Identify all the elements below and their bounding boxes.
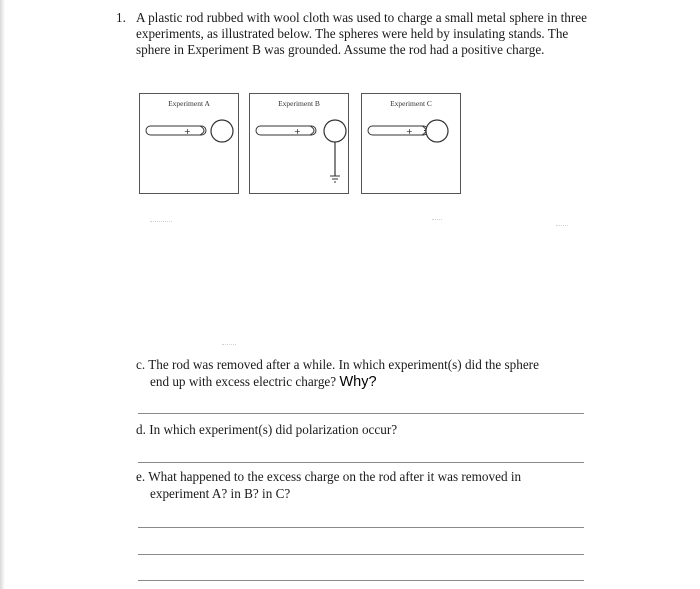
answer-line-e1[interactable] <box>138 527 584 528</box>
plastic-rod <box>146 126 206 135</box>
scan-artifact <box>556 225 568 226</box>
experiment-c-panel <box>361 93 461 194</box>
experiment-a-panel <box>139 93 239 194</box>
part-e-line2: experiment A? in B? in C? <box>150 485 291 501</box>
part-c-line2: end up with excess electric charge? <box>150 373 337 389</box>
scan-artifact <box>150 221 172 222</box>
answer-line-d[interactable] <box>138 462 584 463</box>
question-1-text: A plastic rod rubbed with wool cloth was used to charge a small metal sphere in three experiments, as illustrated below. The spheres were held by insulating stands. The sphere in Experiment B was grounded. Assume the rod had a positive charge. <box>136 10 587 58</box>
part-c-line1: c. The rod was removed after a while. In which experiment(s) did the sphere <box>136 357 539 372</box>
page-edge-shadow <box>0 0 5 589</box>
rod-charge-symbol: + <box>294 127 301 136</box>
answer-line-c[interactable] <box>138 413 584 414</box>
scan-artifact <box>432 219 442 220</box>
experiment-a-label: Experiment A <box>168 99 210 108</box>
scan-artifact <box>222 344 236 345</box>
plastic-rod <box>256 126 316 135</box>
experiment-c-label: Experiment C <box>390 99 432 108</box>
answer-line-e2[interactable] <box>138 554 584 555</box>
plastic-rod <box>368 126 428 135</box>
metal-sphere <box>324 120 346 142</box>
part-c-line2-wrap <box>136 374 586 391</box>
handwritten-why: Why? <box>339 373 377 390</box>
question-part-e <box>136 469 586 502</box>
metal-sphere <box>211 120 233 142</box>
rod-charge-symbol: + <box>184 127 191 136</box>
question-number: 1. <box>116 10 126 25</box>
experiment-b-label: Experiment B <box>278 99 320 108</box>
metal-sphere <box>426 120 448 142</box>
ground-symbol <box>330 176 340 182</box>
question-part-c <box>136 357 586 390</box>
experiment-a-diagram <box>140 94 240 194</box>
answer-line-e3[interactable] <box>138 580 584 581</box>
rod-charge-symbol: + <box>406 127 413 136</box>
part-e-line1: e. What happened to the excess charge on the rod after it was removed in <box>136 469 522 484</box>
question-part-d: d. In which experiment(s) did polarization occur? <box>136 422 398 437</box>
experiment-b-diagram <box>250 94 350 194</box>
experiment-b-panel <box>249 93 349 194</box>
experiment-c-diagram <box>362 94 462 194</box>
